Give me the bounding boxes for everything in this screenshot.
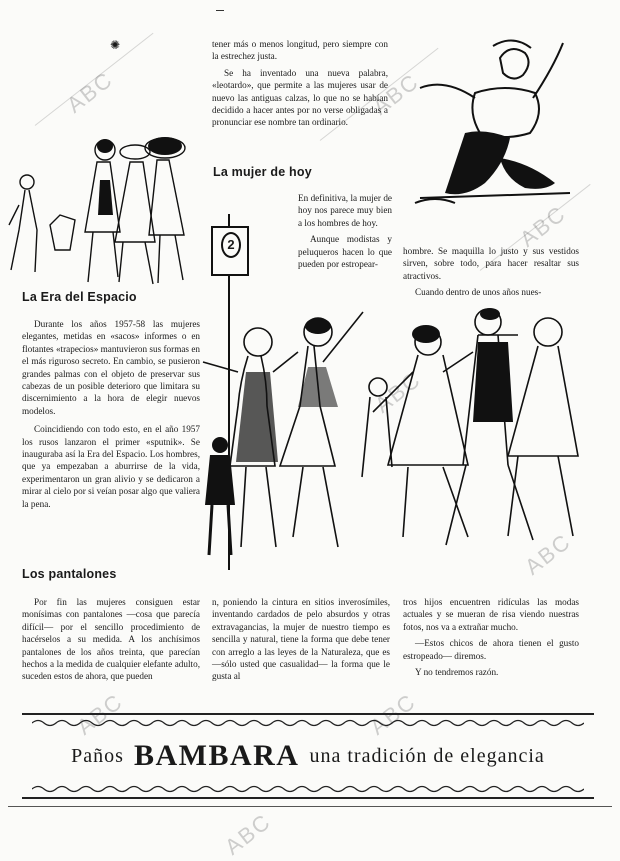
heading-la-era-del-espacio: La Era del Espacio xyxy=(22,290,137,304)
top-column xyxy=(212,38,388,133)
heading-los-pantalones: Los pantalones xyxy=(22,567,117,581)
era-del-espacio-column xyxy=(22,318,200,514)
header-mark xyxy=(216,10,224,11)
watermark-abc: ABC xyxy=(368,68,424,120)
advert-tagline: una tradición de elegancia xyxy=(309,744,545,767)
bottom-rule xyxy=(8,806,612,807)
advert-prefix: Paños xyxy=(71,744,124,767)
top-column-paragraph: Se ha inventado una nueva palabra, «leotardo», que permite a las mujeres usar de nuevo las antiguas calzas, lo que no se habían decidido a hacer antes por no verse obligadas a pronunciar ese nombre tan ordinario. xyxy=(212,67,388,128)
advert-brand: BAMBARA xyxy=(133,739,300,772)
mujer-de-hoy-paragraph: Aunque modistas y peluqueros hacen lo que pueden por estropear- xyxy=(298,234,392,270)
watermark-abc: ABC xyxy=(515,200,571,252)
advert-text-row xyxy=(32,729,584,783)
watermark-abc: ABC xyxy=(370,366,426,418)
pantalones-paragraph: n, poniendo la cintura en sitios inverosímiles, inventando cardados de pelo absurdos y otras extravagancias, la mujer de nuestro tiempo es sencilla y natural, tiene la forma que debe tener con arreglo a las leyes de la Naturaleza, que es —sólo usted que casualidad— la forma que le gusta al xyxy=(212,597,390,682)
top-column-lead: tener más o menos longitud, pero siempre con la estrechez justa. xyxy=(212,39,388,62)
reclining-woman-illustration xyxy=(405,28,575,210)
watermark-abc: ABC xyxy=(62,66,118,118)
guard-illustration xyxy=(200,430,240,560)
pantalones-paragraph: tros hijos encuentren ridículas las modas actuales y se mueran de risa viendo nuestras fotos, nos va a extrañar mucho. xyxy=(403,597,579,632)
watermark-abc: ABC xyxy=(72,688,128,740)
era-del-espacio-paragraph: Durante los años 1957-58 las mujeres elegantes, metidas en «sacos» informes o en flotantes «trapecios» mantuvieron sus formas en el más riguroso secreto. En cambio, se pusieron grandes palmas con el objeto de preservar sus cabezas de un posible deterioro que limitara su discernimiento a la hora de elegir nuevos modelos. xyxy=(22,319,200,416)
watermark-abc: ABC xyxy=(365,688,421,740)
era-del-espacio-paragraph: Coincidiendo con todo esto, en el año 1957 los rusos lanzaron el primer «sputnik». Se inauguraba así la Era del Espacio. Los hombres, que ya empezaban a aburrirse de la vida, experimentaron un gran alivio y se dedicaron a mirar al cielo por si veían posar algo que valiera la pena. xyxy=(22,424,200,509)
dancing-people-illustration xyxy=(198,292,583,570)
mujer-de-hoy-paragraph: hombre. Se maquilla lo justo y sus vestidos sirven, sobre todo, para hacer resaltar sus atractivos. xyxy=(403,246,579,281)
mujer-de-hoy-column xyxy=(224,192,392,274)
mujer-de-hoy-paragraph: En definitiva, la mujer de hoy nos parece muy bien a los hombres de hoy. xyxy=(298,193,392,228)
watermark-abc: ABC xyxy=(220,808,276,860)
pantalones-column-1 xyxy=(22,596,200,687)
heading-la-mujer-de-hoy: La mujer de hoy xyxy=(213,165,312,179)
bambara-advertisement xyxy=(22,713,594,799)
space-age-women-illustration xyxy=(5,130,200,290)
watermark-abc: ABC xyxy=(520,528,576,580)
pantalones-column-2 xyxy=(212,596,390,687)
ornament-border-bottom xyxy=(32,784,584,794)
pantalones-paragraph: Y no tendremos razón. xyxy=(415,667,499,678)
pantalones-column-3 xyxy=(403,596,579,682)
ornament-border-top xyxy=(32,718,584,728)
pantalones-paragraph: Por fin las mujeres consiguen estar monísimas con pantalones —cosa que parecía difícil— por el sencillo procedimiento de hacérselos a su medida. A los anchísimos pantalones de los años treinta, que parecían hechos a la medida de cualquier elefante adulto, suceden estos de ahora, que pueden xyxy=(22,597,200,682)
mujer-de-hoy-paragraph: Cuando dentro de unos años nues- xyxy=(415,287,542,298)
watermark-line xyxy=(35,33,154,126)
sign-board xyxy=(211,226,249,276)
pantalones-paragraph: —Estos chicos de ahora tienen el gusto estropeado— diremos. xyxy=(403,638,579,661)
sputnik-icon: ✺ xyxy=(110,38,121,52)
sign-number: 2 xyxy=(221,232,241,258)
